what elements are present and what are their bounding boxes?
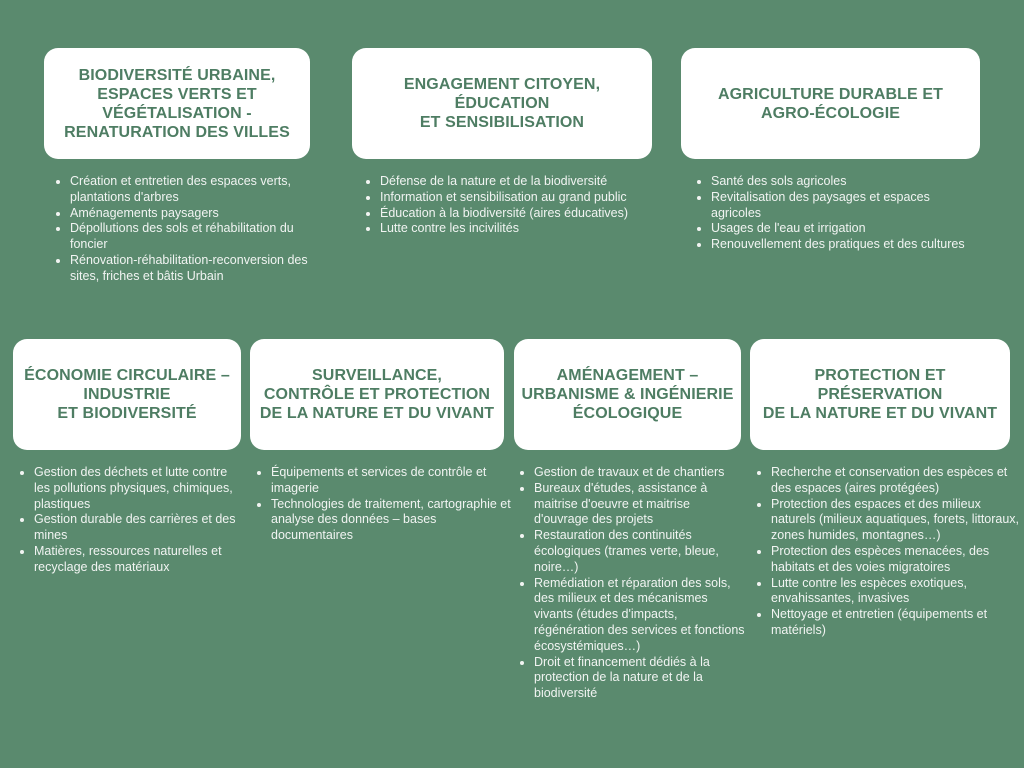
category-title: PROTECTION ET PRÉSERVATION DE LA NATURE ET DU VIVANT (762, 367, 998, 422)
list-item: • Recherche et conservation des espèces et des espaces (aires protégées) (771, 465, 1021, 497)
list-item: • Rénovation-réhabilitation-reconversion des sites, friches et bâtis Urbain (70, 253, 310, 285)
category-list-engagement-citoyen (362, 174, 642, 237)
list-item: • Gestion durable des carrières et des mines (34, 512, 246, 544)
list-item: • Protection des espèces menacées, des habitats et des voies migratoires (771, 544, 1021, 576)
list-item: • Lutte contre les espèces exotiques, envahissantes, invasives (771, 576, 1021, 608)
list-item: • Usages de l'eau et irrigation (711, 221, 973, 237)
list-item: • Gestion de travaux et de chantiers (534, 465, 746, 481)
list-item: • Dépollutions des sols et réhabilitation du foncier (70, 221, 310, 253)
list-item: • Protection des espaces et des milieux naturels (milieux aquatiques, forets, littoraux, zones humides, montagnes…) (771, 497, 1021, 544)
category-card-biodiversite-urbaine (44, 48, 310, 159)
list-item: • Renouvellement des pratiques et des cultures (711, 237, 973, 253)
list-item: • Remédiation et réparation des sols, des milieux et des mécanismes vivants (études d'impacts, régénération des services et fonctions écosystémiques…) (534, 576, 746, 655)
category-card-engagement-citoyen (352, 48, 652, 159)
list-item: • Santé des sols agricoles (711, 174, 973, 190)
category-title: ENGAGEMENT CITOYEN, ÉDUCATION ET SENSIBILISATION (403, 76, 601, 131)
category-card-agriculture-durable (681, 48, 980, 159)
category-list-surveillance (253, 465, 511, 544)
category-list-economie-circulaire (16, 465, 246, 576)
category-list-agriculture-durable (693, 174, 973, 253)
list-item: • Information et sensibilisation au grand public (380, 190, 642, 206)
list-item: • Restauration des continuités écologiques (trames verte, bleue, noire…) (534, 528, 746, 575)
category-list-biodiversite-urbaine (52, 174, 310, 285)
category-title: ÉCONOMIE CIRCULAIRE – INDUSTRIE ET BIODIVERSITÉ (24, 367, 230, 422)
list-item: • Nettoyage et entretien (équipements et matériels) (771, 607, 1021, 639)
list-item: • Gestion des déchets et lutte contre les pollutions physiques, chimiques, plastiques (34, 465, 246, 512)
category-card-surveillance (250, 339, 504, 450)
list-item: • Aménagements paysagers (70, 206, 310, 222)
category-list-amenagement (516, 465, 746, 702)
category-title: BIODIVERSITÉ URBAINE, ESPACES VERTS ET VÉGÉTALISATION - RENATURATION DES VILLES (64, 66, 290, 141)
list-item: • Bureaux d'études, assistance à maitrise d'oeuvre et maitrise d'ouvrage des projets (534, 481, 746, 528)
category-list-protection-preservation (753, 465, 1021, 639)
category-title: AGRICULTURE DURABLE ET AGRO-ÉCOLOGIE (717, 85, 943, 122)
list-item: • Revitalisation des paysages et espaces agricoles (711, 190, 973, 222)
list-item: • Éducation à la biodiversité (aires éducatives) (380, 206, 642, 222)
category-card-protection-preservation (750, 339, 1010, 450)
category-card-amenagement (514, 339, 741, 450)
list-item: • Équipements et services de contrôle et imagerie (271, 465, 511, 497)
list-item: • Droit et financement dédiés à la protection de la nature et de la biodiversité (534, 655, 746, 702)
category-title: SURVEILLANCE, CONTRÔLE ET PROTECTION DE LA NATURE ET DU VIVANT (259, 367, 495, 422)
list-item: • Création et entretien des espaces verts, plantations d'arbres (70, 174, 310, 206)
list-item: • Matières, ressources naturelles et recyclage des matériaux (34, 544, 246, 576)
category-card-economie-circulaire (13, 339, 241, 450)
list-item: • Lutte contre les incivilités (380, 221, 642, 237)
list-item: • Technologies de traitement, cartographie et analyse des données – bases documentaires (271, 497, 511, 544)
category-title: AMÉNAGEMENT – URBANISME & INGÉNIERIE ÉCOLOGIQUE (521, 367, 734, 422)
list-item: • Défense de la nature et de la biodiversité (380, 174, 642, 190)
